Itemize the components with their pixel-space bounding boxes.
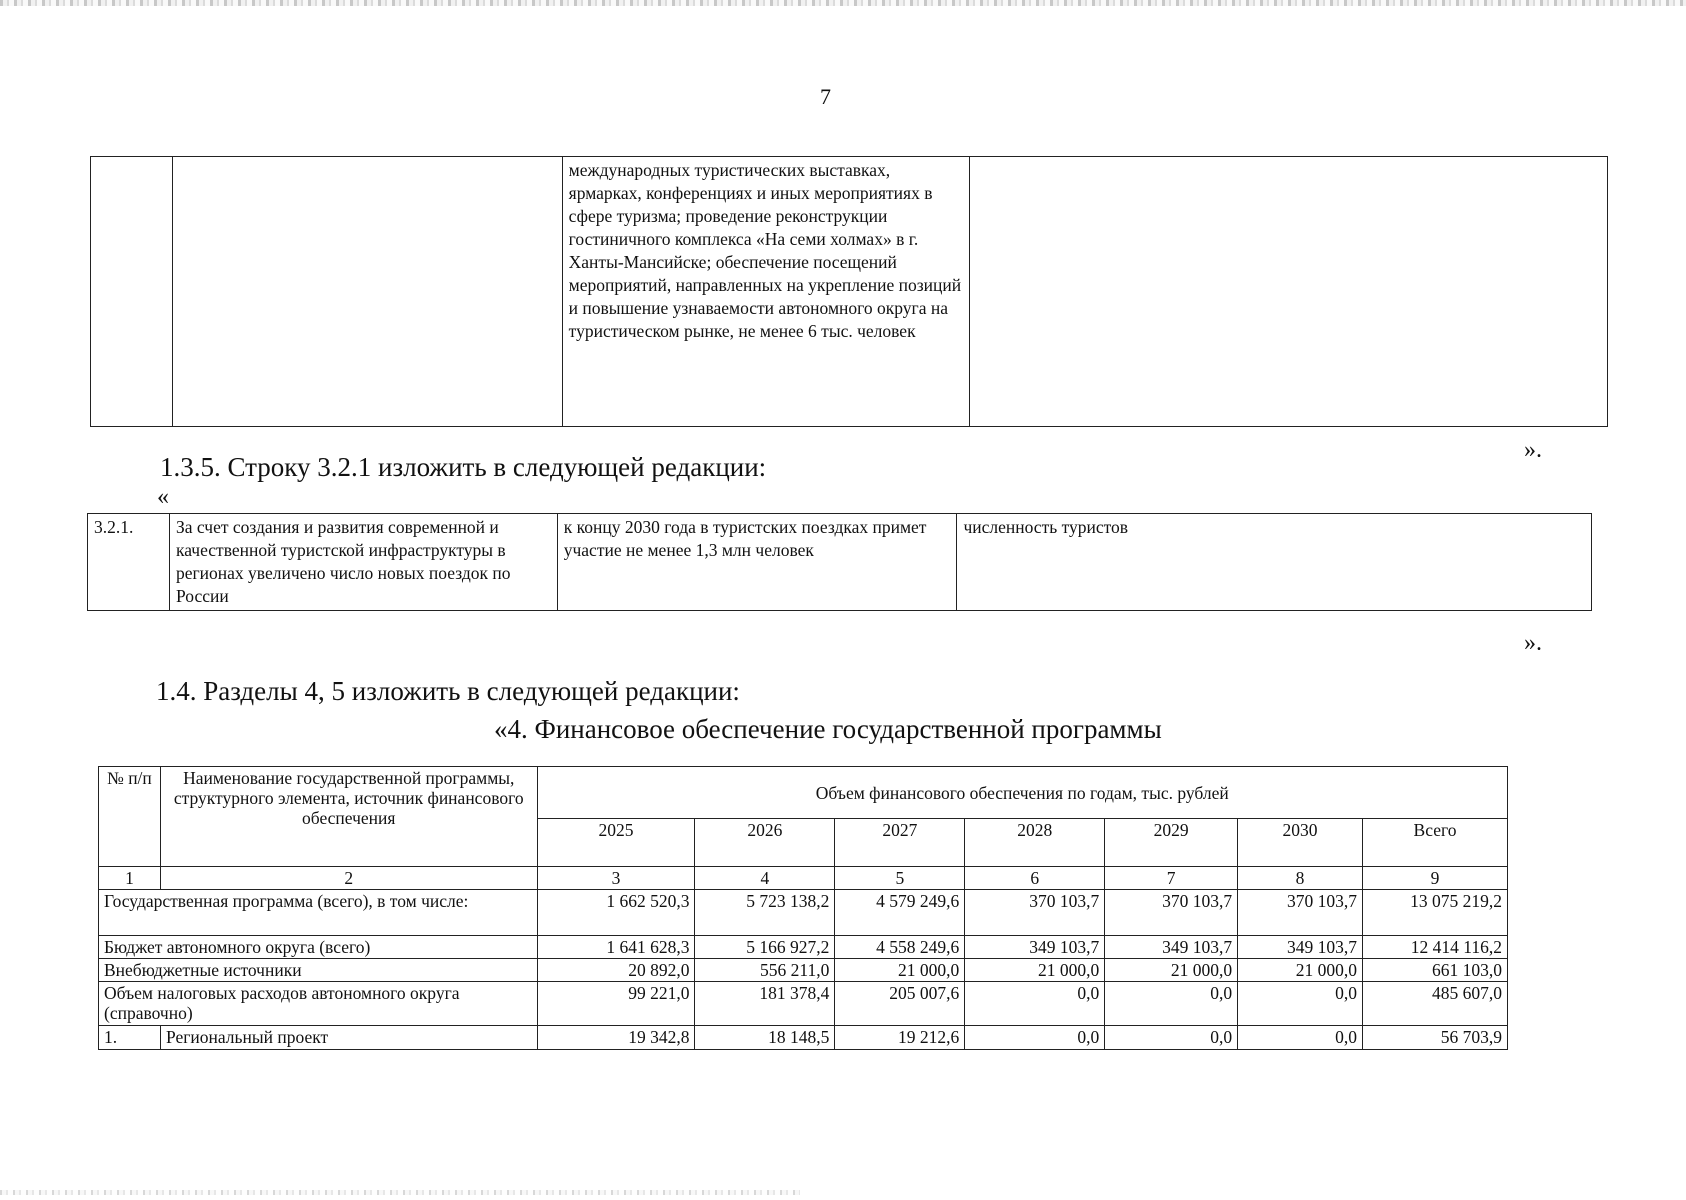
- value-cell: 349 103,7: [1238, 936, 1363, 959]
- value-cell: 1 662 520,3: [537, 890, 695, 936]
- row-num: 1.: [99, 1026, 161, 1050]
- value-cell: 181 378,4: [695, 982, 835, 1026]
- task-cell: За счет создания и развития современной и качественной туристской инфраструктуры в регионах увеличено число новых поездок по России: [169, 514, 557, 611]
- value-cell: 1 641 628,3: [537, 936, 695, 959]
- value-cell: 99 221,0: [537, 982, 695, 1026]
- year-header: 2027: [835, 819, 965, 867]
- financing-table: [98, 766, 1508, 1050]
- value-cell: 19 342,8: [537, 1026, 695, 1050]
- col-number: 4: [695, 867, 835, 890]
- table-row: [91, 157, 1608, 427]
- year-header: 2029: [1105, 819, 1238, 867]
- table-row: [99, 890, 1508, 936]
- value-cell: 13 075 219,2: [1363, 890, 1508, 936]
- col-number: 3: [537, 867, 695, 890]
- value-cell: 0,0: [1238, 1026, 1363, 1050]
- col-number: 7: [1105, 867, 1238, 890]
- events-cell: международных туристических выставках, ярмарках, конференциях и иных мероприятиях в сфере туризма; проведение реконструкции гостиничного комплекса «На семи холмах» в г. Ханты-Мансийске; обеспечение посещений мероприятий, направленных на укрепление позиций и повышение узнаваемости автономного округа на туристическом рынке, не менее 6 тыс. человек: [562, 157, 970, 427]
- heading-14: 1.4. Разделы 4, 5 изложить в следующей редакции:: [156, 676, 740, 706]
- row-321-table: [87, 513, 1592, 611]
- value-cell: 0,0: [965, 982, 1105, 1026]
- value-cell: 556 211,0: [695, 959, 835, 982]
- open-quote: «: [157, 484, 169, 510]
- value-cell: 21 000,0: [965, 959, 1105, 982]
- value-cell: 5 723 138,2: [695, 890, 835, 936]
- section-title: «4. Финансовое обеспечение государственной программы: [494, 714, 1162, 744]
- value-cell: 5 166 927,2: [695, 936, 835, 959]
- col-header-num: № п/п: [99, 767, 161, 867]
- col-number: 2: [160, 867, 537, 890]
- value-cell: 205 007,6: [835, 982, 965, 1026]
- heading-135: 1.3.5. Строку 3.2.1 изложить в следующей редакции:: [160, 452, 767, 482]
- table-row: [99, 982, 1508, 1026]
- row-name: Региональный проект: [160, 1026, 537, 1050]
- value-cell: 19 212,6: [835, 1026, 965, 1050]
- table-cell: [970, 157, 1608, 427]
- value-cell: 4 579 249,6: [835, 890, 965, 936]
- value-cell: 349 103,7: [1105, 936, 1238, 959]
- value-cell: 0,0: [965, 1026, 1105, 1050]
- table-row: [99, 936, 1508, 959]
- year-header: 2028: [965, 819, 1105, 867]
- col-number: 1: [99, 867, 161, 890]
- col-number: 6: [965, 867, 1105, 890]
- value-cell: 370 103,7: [1238, 890, 1363, 936]
- value-cell: 370 103,7: [1105, 890, 1238, 936]
- close-quote-2: ».: [1524, 630, 1542, 656]
- row-name: Государственная программа (всего), в том числе:: [99, 890, 538, 936]
- table-cell: [172, 157, 562, 427]
- value-cell: 56 703,9: [1363, 1026, 1508, 1050]
- value-cell: 4 558 249,6: [835, 936, 965, 959]
- close-quote: ».: [1524, 437, 1542, 463]
- value-cell: 0,0: [1105, 1026, 1238, 1050]
- value-cell: 18 148,5: [695, 1026, 835, 1050]
- value-cell: 370 103,7: [965, 890, 1105, 936]
- continued-table: [90, 156, 1608, 427]
- col-header-name: Наименование государственной программы, структурного элемента, источник финансового обеспечения: [160, 767, 537, 867]
- result-cell: к концу 2030 года в туристских поездках примет участие не менее 1,3 млн человек: [557, 514, 957, 611]
- table-row: [99, 867, 1508, 890]
- value-cell: 21 000,0: [1238, 959, 1363, 982]
- col-number: 5: [835, 867, 965, 890]
- value-cell: 349 103,7: [965, 936, 1105, 959]
- value-cell: 661 103,0: [1363, 959, 1508, 982]
- value-cell: 485 607,0: [1363, 982, 1508, 1026]
- year-header: 2026: [695, 819, 835, 867]
- table-row: [88, 514, 1592, 611]
- table-row: [99, 959, 1508, 982]
- scan-edge-bottom: [0, 1190, 800, 1195]
- row-number: 3.2.1.: [88, 514, 170, 611]
- value-cell: 20 892,0: [537, 959, 695, 982]
- value-cell: 21 000,0: [835, 959, 965, 982]
- scan-edge-top: [0, 0, 1686, 6]
- row-name: Внебюджетные источники: [99, 959, 538, 982]
- year-header: 2025: [537, 819, 695, 867]
- total-header: Всего: [1363, 819, 1508, 867]
- year-header: 2030: [1238, 819, 1363, 867]
- value-cell: 12 414 116,2: [1363, 936, 1508, 959]
- page-number: 7: [820, 84, 831, 109]
- col-number: 8: [1238, 867, 1363, 890]
- value-cell: 21 000,0: [1105, 959, 1238, 982]
- table-row: [99, 767, 1508, 819]
- col-number: 9: [1363, 867, 1508, 890]
- col-header-volume: Объем финансового обеспечения по годам, тыс. рублей: [537, 767, 1507, 819]
- row-name: Бюджет автономного округа (всего): [99, 936, 538, 959]
- row-name: Объем налоговых расходов автономного округа (справочно): [99, 982, 538, 1026]
- value-cell: 0,0: [1105, 982, 1238, 1026]
- indicator-cell: численность туристов: [957, 514, 1592, 611]
- table-row: [99, 1026, 1508, 1050]
- table-cell: [91, 157, 173, 427]
- value-cell: 0,0: [1238, 982, 1363, 1026]
